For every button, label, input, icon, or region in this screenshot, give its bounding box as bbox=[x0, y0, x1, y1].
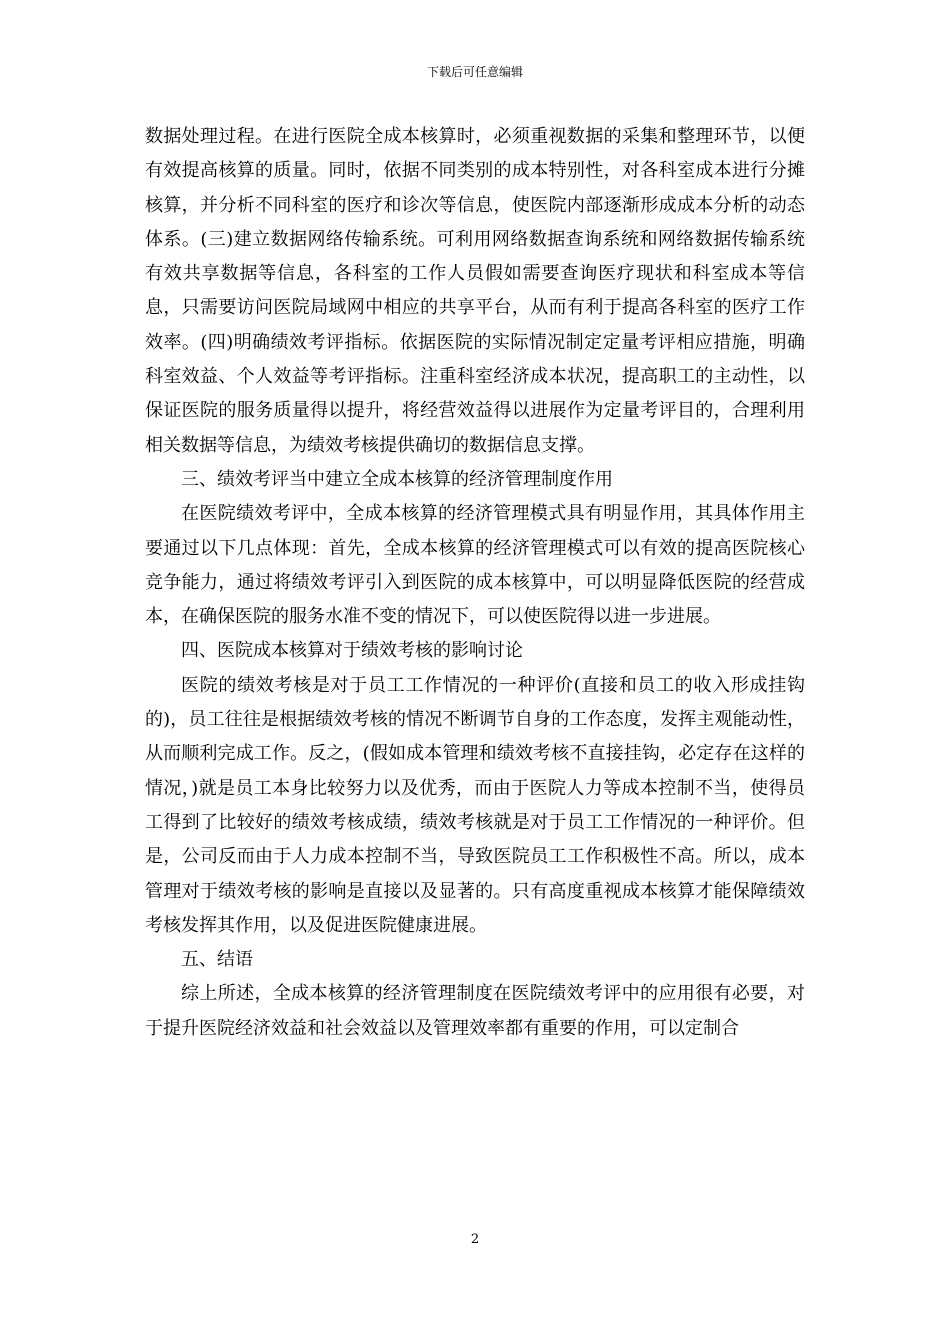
page-number: 2 bbox=[470, 1232, 480, 1247]
paragraph-section-3: 在医院绩效考评中，全成本核算的经济管理模式具有明显作用，其具体作用主要通过以下几点体现：首先，全成本核算的经济管理模式可以有效的提高医院核心竞争能力，通过将绩效考评引入到医院的成本核算中，可以明显降低医院的经营成本，在确保医院的服务水准不变的情况下，可以使医院得以进一步进展。 bbox=[145, 503, 805, 628]
section-heading-3: 三、绩效考评当中建立全成本核算的经济管理制度作用 bbox=[181, 468, 613, 490]
section-heading-4: 四、医院成本核算对于绩效考核的影响讨论 bbox=[181, 640, 523, 662]
paragraph-section-4: 医院的绩效考核是对于员工工作情况的一种评价(直接和员工的收入形成挂钩的)，员工往往是根据绩效考核的情况不断调节自身的工作态度，发挥主观能动性，从而顺利完成工作。反之，(假如成本管理和绩效考核不直接挂钩，必定存在这样的情况，)就是员工本身比较努力以及优秀，而由于医院人力等成本控制不当，使得员工得到了比较好的绩效考核成绩，绩效考核就是对于员工工作情况的一种评价。但是，公司反而由于人力成本控制不当，导致医院员工工作积极性不高。所以，成本管理对于绩效考核的影响是直接以及显著的。只有高度重视成本核算才能保障绩效考核发挥其作用，以及促进医院健康进展。 bbox=[145, 674, 805, 936]
paragraph-section-5: 综上所述，全成本核算的经济管理制度在医院绩效考评中的应用很有必要，对于提升医院经济效益和社会效益以及管理效率都有重要的作用，可以定制合 bbox=[145, 983, 805, 1039]
paragraph-continuation: 数据处理过程。在进行医院全成本核算时，必须重视数据的采集和整理环节，以便有效提高核算的质量。同时，依据不同类别的成本特别性，对各科室成本进行分摊核算，并分析不同科室的医疗和诊次等信息，使医院内部逐渐形成成本分析的动态体系。(三)建立数据网络传输系统。可利用网络数据查询系统和网络数据传输系统有效共享数据等信息，各科室的工作人员假如需要查询医疗现状和科室成本等信息，只需要访问医院局域网中相应的共享平台，从而有利于提高各科室的医疗工作效率。(四)明确绩效考评指标。依据医院的实际情况制定定量考评相应措施，明确科室效益、个人效益等考评指标。注重科室经济成本状况，提高职工的主动性，以保证医院的服务质量得以提升，将经营效益得以进展作为定量考评目的，合理利用相关数据等信息，为绩效考核提供确切的数据信息支撑。 bbox=[145, 126, 805, 456]
page-header: 下载后可任意编辑 bbox=[426, 65, 523, 79]
document-body bbox=[145, 120, 805, 1046]
section-heading-5: 五、结语 bbox=[181, 949, 253, 971]
